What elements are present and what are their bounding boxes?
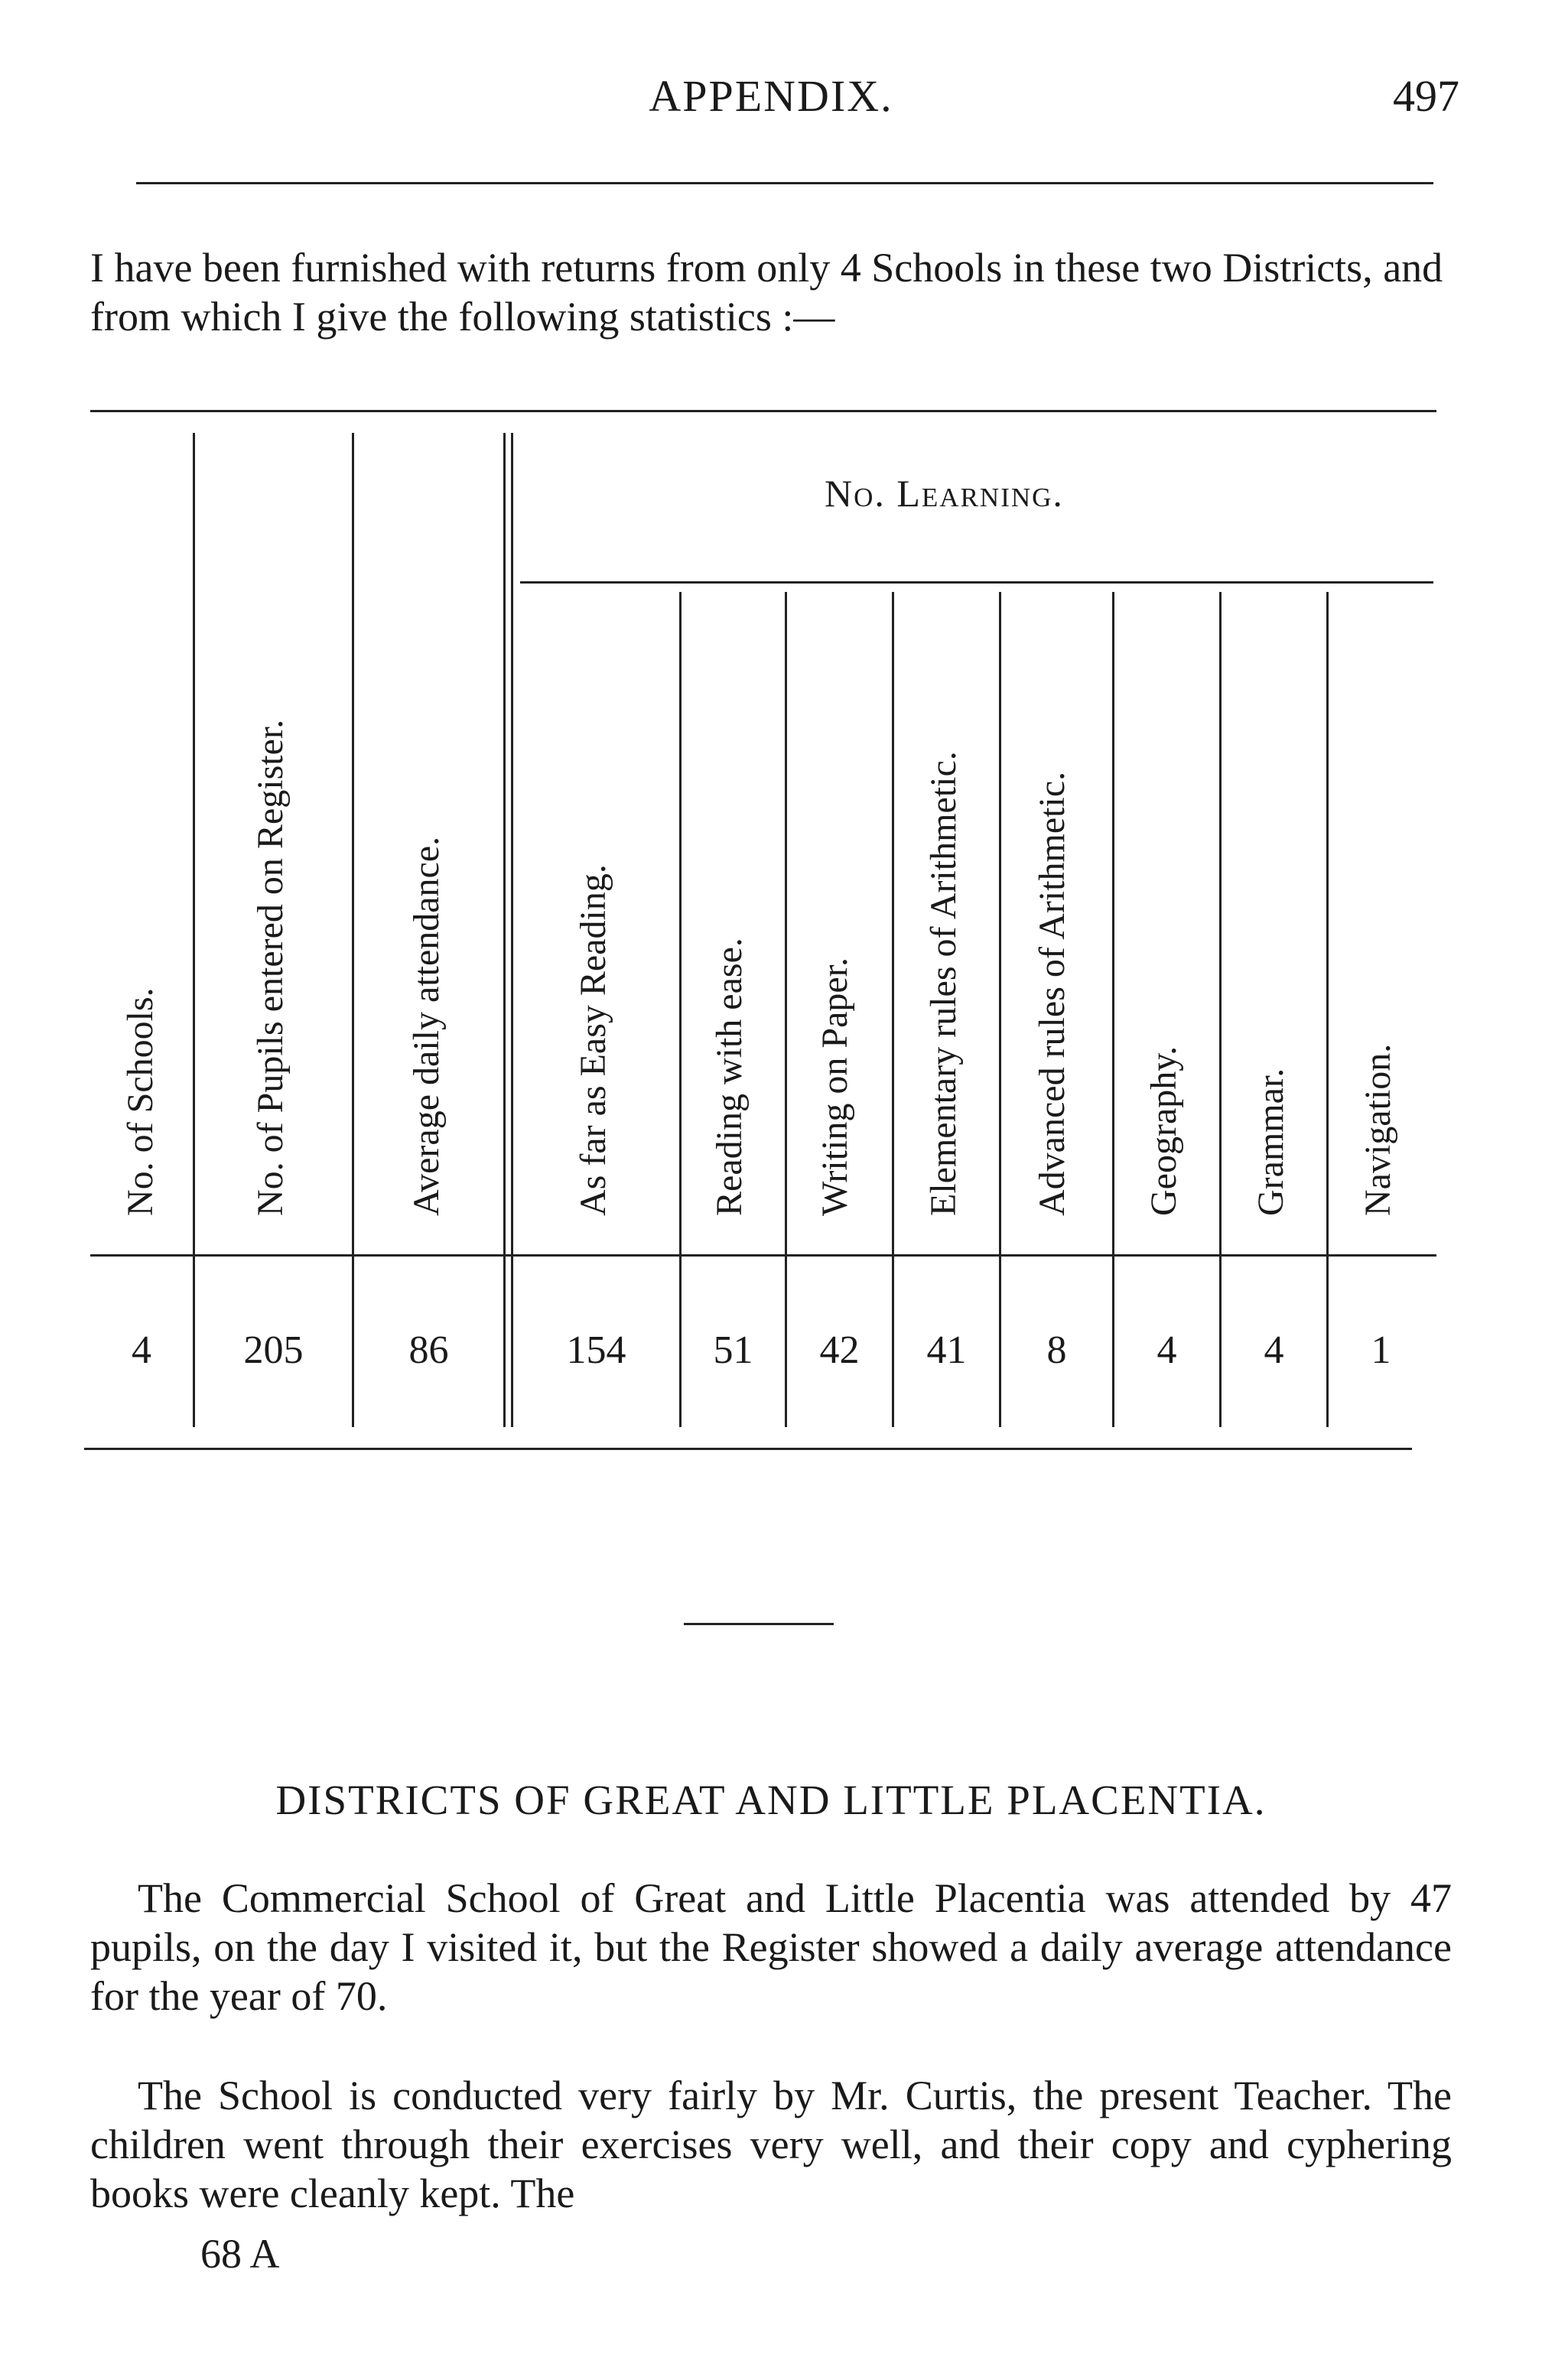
- table-cell: 41: [926, 1328, 967, 1372]
- column-divider: [511, 433, 513, 1427]
- section-divider: [684, 1623, 834, 1625]
- column-divider: [1219, 592, 1222, 1427]
- col-header-writing-paper: Writing on Paper.: [815, 957, 855, 1216]
- col-header-pupils-register: No. of Pupils entered on Register.: [250, 719, 291, 1216]
- col-header-grammar: Grammar.: [1251, 1068, 1291, 1216]
- body-paragraph-1: The Commercial School of Great and Little Placentia was attended by 47 pupils, on the day I visited it, but the Register showed a daily average attendance for the year of 70.: [90, 1875, 1452, 2019]
- col-header-schools: No. of Schools.: [120, 987, 161, 1216]
- group-header-rule: [520, 581, 1433, 584]
- column-divider: [892, 592, 894, 1427]
- col-header-easy-reading: As far as Easy Reading.: [573, 864, 613, 1216]
- group-header-learning: No. Learning.: [825, 472, 1064, 515]
- table-bottom-rule: [84, 1448, 1412, 1450]
- table-cell: 86: [408, 1328, 449, 1372]
- column-divider: [1326, 592, 1329, 1427]
- column-divider: [193, 433, 195, 1427]
- col-header-average-attendance: Average daily attendance.: [406, 836, 447, 1216]
- section-heading: DISTRICTS OF GREAT AND LITTLE PLACENTIA.: [275, 1777, 1267, 1823]
- column-divider: [352, 433, 354, 1427]
- table-cell: 154: [566, 1328, 626, 1372]
- column-divider: [999, 592, 1001, 1427]
- table-cell: 51: [713, 1328, 753, 1372]
- col-header-navigation: Navigation.: [1358, 1043, 1398, 1216]
- table-cell: 4: [1156, 1328, 1177, 1372]
- intro-paragraph: I have been furnished with returns from only 4 Schools in these two Districts, and from which I give the following statistics :—: [90, 245, 1443, 340]
- column-divider: [785, 592, 787, 1427]
- table-cell: 1: [1371, 1328, 1391, 1372]
- column-divider: [503, 433, 506, 1427]
- running-head: APPENDIX.: [649, 71, 893, 121]
- body-paragraph-2: The School is conducted very fairly by Mr. Curtis, the present Teacher. The children went through their exercises very well, and their copy and cyphering books were cleanly kept. The: [90, 2073, 1452, 2216]
- table-top-rule: [90, 410, 1436, 412]
- col-header-geography: Geography.: [1143, 1045, 1184, 1216]
- table-cell: 4: [1264, 1328, 1284, 1372]
- signature-mark: 68 A: [200, 2231, 280, 2277]
- column-divider: [679, 592, 682, 1427]
- table-cell: 8: [1046, 1328, 1067, 1372]
- table-cell: 42: [819, 1328, 860, 1372]
- table-header-bottom-rule: [90, 1254, 1436, 1257]
- col-header-reading-ease: Reading with ease.: [709, 938, 750, 1216]
- page-number: 497: [1393, 71, 1459, 121]
- table-cell: 205: [243, 1328, 304, 1372]
- col-header-elementary-arithmetic: Elementary rules of Arithmetic.: [923, 751, 964, 1216]
- column-divider: [1112, 592, 1114, 1427]
- col-header-advanced-arithmetic: Advanced rules of Arithmetic.: [1032, 771, 1072, 1216]
- table-cell: 4: [132, 1328, 151, 1372]
